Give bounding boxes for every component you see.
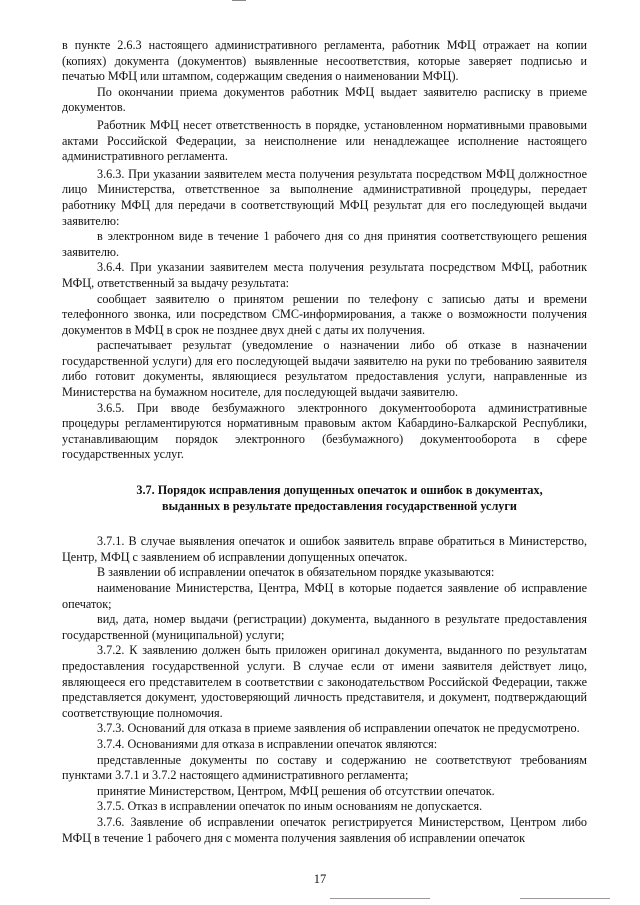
- paragraph: 3.7.3. Оснований для отказа в приеме заявления об исправлении опечаток не предусмотрено.: [97, 721, 580, 736]
- paragraph: 3.6.3. При указании заявителем места получения результата посредством МФЦ должностное лицо Министерства, ответственное за выполнение административной процедуры, передает работнику МФЦ для передачи в соответствующий МФЦ результат для его последующей выдачи заявителю:: [62, 166, 587, 228]
- paragraph: 3.7.5. Отказ в исправлении опечаток по иным основаниям не допускается.: [97, 799, 483, 814]
- paragraph: 3.7.6. Заявление об исправлении опечаток регистрируется Министерством, Центром либо МФЦ в течение 1 рабочего дня с момента получения заявления об исправлении опечаток: [62, 814, 587, 845]
- paragraph: Работник МФЦ несет ответственность в порядке, установленном нормативными правовыми актами Российской Федерации, за неисполнение или ненадлежащее исполнение настоящего административного регламента.: [62, 117, 587, 164]
- document-page: [62, 38, 587, 846]
- section-heading: 3.7. Порядок исправления допущенных опечаток и ошибок в документах, выданных в результате предоставления государственной услуги: [136, 483, 543, 513]
- scan-edge-line: [330, 898, 430, 899]
- paragraph: вид, дата, номер выдачи (регистрации) документа, выданного в результате предоставления государственной (муниципальной) услуги;: [62, 612, 587, 642]
- paragraph: распечатывает результат (уведомление о назначении либо об отказе в назначении государственной услуги) для его последующей выдачи заявителю на руки по требованию заявителя либо готовит документы, являющиеся результатом предоставления услуги, направленные из Министерства на бумажном носителе, для последующей выдачи заявителю.: [62, 338, 587, 400]
- paragraph: наименование Министерства, Центра, МФЦ в которые подается заявление об исправление опечаток;: [62, 581, 587, 611]
- paragraph: 3.7.2. К заявлению должен быть приложен оригинал документа, выданного по результатам предоставления государственной услуги. В случае если от имени заявителя действует лицо, являющееся его представителем в соответствии с законодательством Российской Федерации, также представляется документ, удостоверяющий личность представителя, и документ, подтверждающий соответствующие полномочия.: [62, 643, 587, 720]
- paragraph: 3.7.1. В случае выявления опечаток и ошибок заявитель вправе обратиться в Министерство, Центр, МФЦ с заявлением об исправлении допущенных опечаток.: [62, 534, 587, 564]
- paragraph: По окончании приема документов работник МФЦ выдает заявителю расписку в приеме документов.: [62, 84, 587, 115]
- paragraph: сообщает заявителю о принятом решении по телефону с записью даты и времени телефонного звонка, или посредством СМС-информирования, а также о возможности получения документов в МФЦ в срок не позднее двух дней с даты их получения.: [62, 291, 587, 337]
- paragraph: принятие Министерством, Центром, МФЦ решения об отсутствии опечаток.: [97, 783, 495, 798]
- paragraph: в электронном виде в течение 1 рабочего дня со дня принятия соответствующего решения заявителю.: [62, 229, 587, 259]
- paragraph: 3.6.4. При указании заявителем места получения результата посредством МФЦ, работник МФЦ, ответственный за выдачу результата:: [62, 260, 587, 290]
- paragraph: 3.7.4. Основаниями для отказа в исправлении опечаток являются:: [97, 736, 438, 751]
- page-number: 17: [313, 872, 327, 886]
- scan-artifact-mark: [232, 0, 246, 4]
- paragraph: 3.6.5. При вводе безбумажного электронного документооборота административные процедуры регламентируются нормативным правовым актом Кабардино-Балкарской Республики, устанавливающим порядок электронного (безбумажного) документооборота в сфере государственных услуг.: [62, 400, 587, 462]
- paragraph: В заявлении об исправлении опечаток в обязательном порядке указываются:: [97, 565, 495, 580]
- paragraph: представленные документы по составу и содержанию не соответствуют требованиям пунктами 3.7.1 и 3.7.2 настоящего административного регламента;: [62, 752, 587, 783]
- paragraph: в пункте 2.6.3 настоящего административного регламента, работник МФЦ отражает на копии (копиях) документа (документов) выявленные несоответствия, которые заверяет подписью и печатью МФЦ или штампом, содержащим сведения о наименовании МФЦ).: [62, 38, 587, 84]
- scan-edge-line: [520, 898, 610, 899]
